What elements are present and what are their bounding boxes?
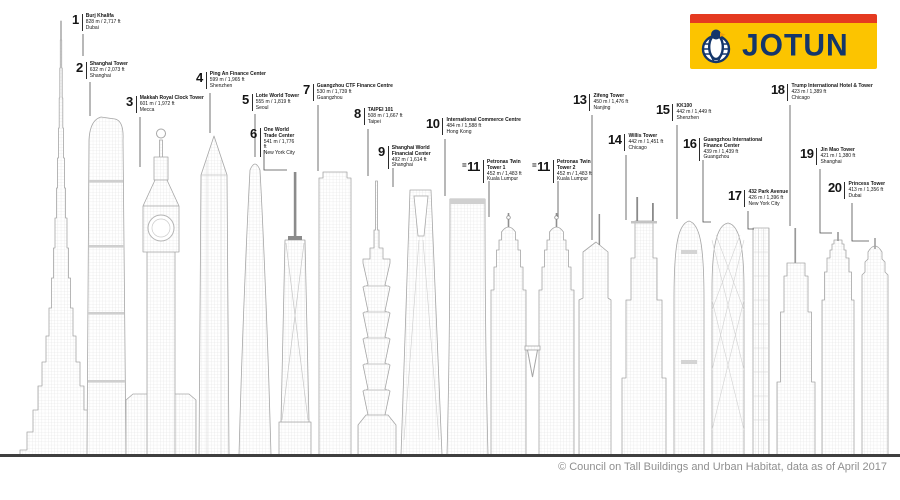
building-willis-tower — [622, 197, 666, 455]
rank-number: 10 — [426, 116, 440, 131]
building-city: Kuala Lumpur — [556, 176, 589, 183]
building-city: Dubai — [848, 192, 862, 199]
building-one-world-trade-center — [279, 172, 311, 455]
building-432-park-avenue — [753, 228, 769, 455]
building-zifeng-tower — [579, 214, 611, 455]
building-label-jin-mao-tower — [800, 148, 864, 165]
rank-number: 18 — [771, 82, 785, 97]
building-city: Shenzhen — [209, 82, 233, 89]
building-height: 452 m / 1,483 ft — [486, 170, 522, 177]
building-princess-tower — [862, 238, 888, 455]
penguin-globe-icon — [699, 27, 735, 65]
rank-number: 13 — [573, 92, 587, 107]
building-jin-mao-tower — [822, 232, 854, 455]
building-height: 423 m / 1,389 ft — [791, 88, 827, 95]
building-height: 450 m / 1,476 ft — [593, 98, 629, 105]
building-height: 508 m / 1,667 ft — [367, 112, 403, 119]
rank-number: 17 — [728, 188, 742, 203]
building-kk100 — [674, 221, 704, 455]
building-ping-an-finance-center — [199, 136, 229, 455]
building-height: 421 m / 1,380 ft — [820, 152, 856, 159]
rank-number: =11 — [462, 159, 480, 174]
building-name: Guangzhou CTF Finance Centre — [316, 83, 393, 89]
building-city: Kuala Lumpur — [486, 176, 519, 183]
building-name: Petronas Twin Tower 1 — [486, 159, 521, 171]
building-label-guangzhou-ctf-finance-centre — [303, 84, 395, 101]
building-label-kk100 — [656, 104, 712, 121]
building-shanghai-world-financial-center — [401, 190, 442, 455]
building-name: Shanghai World Financial Center — [391, 145, 431, 157]
building-city: New York City — [748, 200, 780, 207]
building-height: 555 m / 1,819 ft — [255, 98, 291, 105]
building-label-shanghai-world-financial-center — [378, 146, 436, 169]
rank-number: 15 — [656, 102, 670, 117]
building-label-petronas-twin-tower-2 — [532, 160, 597, 183]
building-name: Jin Mao Tower — [820, 147, 855, 153]
rank-number: 16 — [683, 136, 697, 151]
building-height: 442 m / 1,449 ft — [676, 108, 712, 115]
building-name: TAIPEI 101 — [367, 107, 394, 113]
building-label-guangzhou-international-finance-center — [683, 138, 763, 161]
building-name: International Commerce Centre — [446, 117, 521, 123]
building-name: Princess Tower — [848, 181, 886, 187]
building-height: 484 m / 1,588 ft — [446, 122, 482, 129]
building-city: Hong Kong — [446, 128, 472, 135]
building-height: 601 m / 1,972 ft — [139, 100, 175, 107]
building-name: Guangzhou International Finance Center — [703, 137, 763, 149]
building-label-432-park-avenue — [728, 190, 794, 207]
building-height: 632 m / 2,073 ft — [89, 66, 125, 73]
building-name: Makkah Royal Clock Tower — [139, 95, 204, 101]
rank-number: 19 — [800, 146, 814, 161]
jotun-wordmark: JOTUN — [742, 28, 849, 63]
building-label-taipei-101 — [354, 108, 404, 125]
building-name: Ping An Finance Center — [209, 71, 266, 77]
building-name: Burj Khalifa — [85, 13, 114, 19]
building-name: Willis Tower — [628, 133, 658, 139]
building-city: Guangzhou — [316, 94, 343, 101]
building-height: 452 m / 1,483 ft — [556, 170, 592, 177]
building-city: Taipei — [367, 118, 381, 125]
building-name: Trump International Hotel & Tower — [791, 83, 873, 89]
building-height: 439 m / 1,439 ft — [703, 148, 739, 155]
jotun-logo — [690, 14, 877, 69]
building-city: Dubai — [85, 24, 99, 31]
building-height: 413 m / 1,356 ft — [848, 186, 884, 193]
building-city: Shanghai — [89, 72, 111, 79]
building-name: One World Trade Center — [263, 127, 295, 139]
rank-number: 1 — [72, 12, 79, 27]
rank-number: 2 — [76, 60, 83, 75]
building-height: 442 m / 1,451 ft — [628, 138, 664, 145]
building-city: Mecca — [139, 106, 155, 113]
building-height: 541 m / 1,776 ft — [263, 138, 295, 151]
building-label-lotte-world-tower — [242, 94, 306, 111]
rank-number: 4 — [196, 70, 203, 85]
building-lotte-world-tower — [239, 164, 271, 455]
building-city: Guangzhou — [703, 154, 730, 161]
logo-yellow-panel — [690, 23, 877, 69]
building-height: 426 m / 1,396 ft — [748, 194, 784, 201]
building-trump-international-hotel-and-tower — [777, 228, 815, 455]
building-label-ping-an-finance-center — [196, 72, 272, 89]
building-height: 828 m / 2,717 ft — [85, 18, 121, 25]
building-label-makkah-royal-clock-tower — [126, 96, 212, 113]
building-height: 599 m / 1,965 ft — [209, 76, 245, 83]
building-label-international-commerce-centre — [426, 118, 522, 135]
building-makkah-royal-clock-tower — [126, 129, 196, 455]
building-shanghai-tower — [87, 117, 126, 455]
building-petronas-twin-tower-1 — [491, 213, 526, 455]
building-city: Shenzhen — [676, 114, 699, 121]
rank-number: 20 — [828, 180, 842, 195]
rank-number: 3 — [126, 94, 133, 109]
rank-number: 8 — [354, 106, 361, 121]
building-label-burj-khalifa — [72, 14, 126, 31]
building-city: Chicago — [791, 94, 810, 101]
ground-baseline — [0, 454, 900, 457]
building-label-trump-international-hotel-and-tower — [771, 84, 883, 101]
building-city: Nanjing — [593, 104, 611, 111]
building-label-willis-tower — [608, 134, 666, 151]
building-name: Shanghai Tower — [89, 61, 128, 67]
rank-number: 5 — [242, 92, 249, 107]
building-height: 530 m / 1,739 ft — [316, 88, 352, 95]
rank-number: 7 — [303, 82, 310, 97]
building-name: 432 Park Avenue — [748, 189, 789, 195]
building-guangzhou-ctf-finance-centre — [319, 172, 351, 455]
building-city: Chicago — [628, 144, 647, 151]
rank-number: 6 — [250, 126, 257, 141]
building-name: KK100 — [676, 103, 693, 109]
building-name: Zifeng Tower — [593, 93, 625, 99]
building-guangzhou-international-finance-center — [712, 223, 744, 455]
building-label-princess-tower — [828, 182, 890, 199]
building-international-commerce-centre — [447, 199, 488, 455]
building-city: Shanghai — [820, 158, 842, 165]
building-label-shanghai-tower — [76, 62, 134, 79]
building-city: New York City — [263, 150, 295, 157]
rank-number: 9 — [378, 144, 385, 159]
rank-number: =11 — [532, 159, 550, 174]
building-label-petronas-twin-tower-1 — [462, 160, 525, 183]
building-petronas-twin-tower-2 — [525, 213, 574, 455]
building-name: Lotte World Tower — [255, 93, 300, 99]
rank-number: 14 — [608, 132, 622, 147]
building-height: 492 m / 1,614 ft — [391, 156, 427, 163]
building-city: Seoul — [255, 104, 269, 111]
building-label-zifeng-tower — [573, 94, 635, 111]
source-credit: © Council on Tall Buildings and Urban Habitat, data as of April 2017 — [558, 461, 887, 473]
building-taipei-101 — [358, 181, 396, 455]
building-label-one-world-trade-center — [250, 128, 298, 157]
building-name: Petronas Twin Tower 2 — [556, 159, 591, 171]
logo-red-bar — [690, 14, 877, 23]
building-city: Shanghai — [391, 162, 413, 169]
